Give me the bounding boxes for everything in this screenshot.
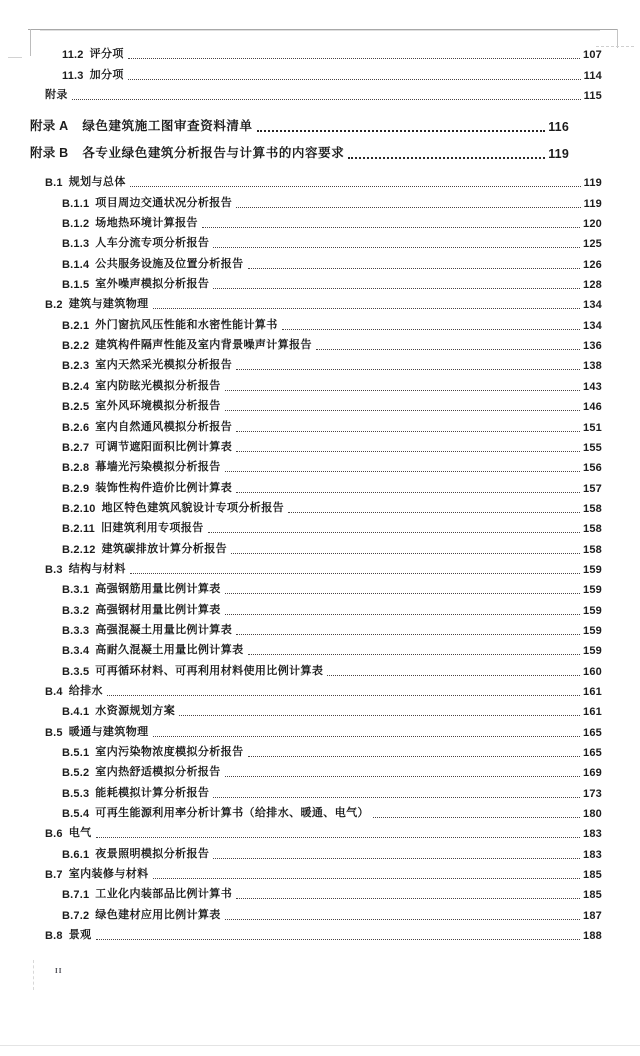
toc-entry-page: 134: [583, 299, 602, 312]
toc-entry-title: 能耗模拟计算分析报告: [95, 786, 210, 799]
scan-top-edge-line: [28, 29, 618, 30]
toc-entry: [30, 759, 602, 779]
dot-leader: [373, 817, 580, 818]
toc-entry-number: B.5.1: [62, 747, 90, 759]
toc-entry-page: 155: [583, 441, 602, 454]
toc-entry: [30, 271, 602, 291]
toc-entry-title: 高强钢材用量比例计算表: [95, 603, 221, 616]
toc-entry-title: 地区特色建筑风貌设计专项分析报告: [101, 501, 285, 514]
toc-entry-page: 183: [583, 848, 602, 861]
scan-bottom-edge-line: [0, 1045, 640, 1046]
dot-leader: [236, 492, 580, 493]
toc-entry-number: B.2.9: [62, 482, 90, 495]
dot-leader: [96, 939, 581, 940]
dot-leader: [257, 130, 546, 132]
toc-entry-title: 可再生能源利用率分析计算书（给排水、暖通、电气）: [95, 807, 369, 820]
toc-entry-title: 给排水: [68, 684, 103, 697]
toc-entry-number: B.1.5: [62, 279, 90, 292]
dot-leader: [282, 329, 580, 330]
toc-entry-page: 126: [583, 258, 602, 271]
toc-entry-title: 室内防眩光模拟分析报告: [95, 379, 221, 392]
toc-entry: [30, 637, 602, 657]
toc-entry-page: 159: [583, 645, 602, 658]
dot-leader: [248, 268, 581, 269]
toc-entry-page: 115: [583, 90, 602, 103]
toc-entry-page: 138: [583, 360, 602, 373]
toc-entry-number: 11.3: [62, 69, 84, 82]
toc-entry-number: B.4: [45, 685, 63, 698]
toc-entry-page: 185: [583, 889, 602, 902]
dot-leader: [236, 369, 580, 370]
dot-leader: [288, 512, 580, 513]
toc-entry-title: 外门窗抗风压性能和水密性能计算书: [95, 318, 278, 331]
toc-entry-number: B.6.1: [62, 848, 90, 861]
dot-leader: [231, 553, 580, 554]
toc-entry-title: 评分项: [89, 48, 124, 61]
dot-leader: [225, 390, 580, 391]
dot-leader: [316, 349, 580, 350]
toc-entry-page: 183: [583, 828, 602, 841]
toc-entry-number: B.2: [45, 299, 63, 312]
toc-entry: [30, 840, 602, 860]
toc-entry-number: B.5: [45, 726, 63, 739]
toc-entry-page: 158: [583, 502, 602, 515]
toc-entry: [30, 861, 602, 881]
dot-leader: [225, 776, 580, 777]
toc-entry-number: B.2.7: [62, 441, 90, 454]
toc-entry: [30, 230, 602, 250]
toc-entry: [30, 901, 602, 921]
dot-leader: [153, 308, 581, 309]
toc-entry-number: B.2.12: [62, 543, 96, 556]
toc-entry: [30, 922, 602, 942]
toc-entry-title: 可再循环材料、可再利用材料使用比例计算表: [95, 664, 324, 677]
toc-entry-page: 169: [583, 767, 602, 780]
toc-entry-title: 附录: [45, 89, 68, 102]
toc-entry-number: B.3: [45, 563, 63, 576]
dot-leader: [213, 858, 580, 859]
toc-entry-number: B.2.4: [62, 380, 90, 393]
toc-entry: [30, 495, 602, 515]
dot-leader: [225, 919, 580, 920]
toc-entry-page: 119: [548, 147, 569, 162]
toc-entry-title: 结构与材料: [68, 562, 126, 575]
toc-entry-number: B.4.1: [62, 706, 90, 719]
dot-leader: [248, 756, 581, 757]
toc-entry-title: 高强混凝土用量比例计算表: [95, 623, 233, 636]
toc-entry-number: 附录 A: [30, 119, 69, 134]
toc-entry-title: 项目周边交通状况分析报告: [95, 196, 233, 209]
toc-entry-title: 旧建筑利用专项报告: [101, 522, 204, 535]
toc-entry: [30, 210, 602, 230]
toc-entry-title: 室内热舒适模拟分析报告: [95, 766, 221, 779]
toc-entry-number: 11.2: [62, 49, 84, 62]
toc-entry-title: 工业化内装部品比例计算书: [95, 888, 233, 901]
toc-entry: [30, 718, 602, 738]
toc-entry: [30, 61, 602, 81]
toc-entry: [30, 698, 602, 718]
dot-leader: [236, 207, 581, 208]
toc-list: [30, 41, 602, 942]
toc-entry-title: 暖通与建筑物理: [68, 725, 149, 738]
toc-entry: [30, 515, 602, 535]
toc-entry-number: B.3.2: [62, 604, 90, 617]
toc-entry-title: 室内天然采光模拟分析报告: [95, 359, 233, 372]
toc-entry-page: 159: [583, 624, 602, 637]
scan-right-corner-tick: [617, 29, 618, 48]
toc-entry-page: 119: [583, 197, 602, 210]
toc-entry-number: B.5.3: [62, 787, 90, 800]
toc-entry-title: 人车分流专项分析报告: [95, 237, 210, 250]
toc-entry-page: 157: [583, 482, 602, 495]
toc-entry-page: 125: [583, 238, 602, 251]
toc-entry-number: B.2.2: [62, 340, 90, 353]
scan-top-edge-shadow: [40, 30, 600, 31]
toc-entry-title: 幕墙光污染模拟分析报告: [95, 461, 221, 474]
toc-entry-title: 场地热环境计算报告: [95, 217, 198, 230]
toc-entry-title: 加分项: [89, 68, 124, 81]
toc-entry-page: 134: [583, 319, 602, 332]
toc-entry-page: 128: [583, 279, 602, 292]
toc-entry-page: 146: [583, 401, 602, 414]
toc-entry-title: 电气: [68, 827, 92, 840]
toc-entry-page: 161: [583, 685, 602, 698]
toc-entry-page: 143: [583, 380, 602, 393]
toc-entry-title: 高强钢筋用量比例计算表: [95, 583, 221, 596]
toc-entry-title: 规划与总体: [68, 176, 126, 189]
toc-entry: [30, 311, 602, 331]
toc-entry-title: 绿色建材应用比例计算表: [95, 908, 221, 921]
toc-entry: [30, 617, 602, 637]
toc-entry: [30, 779, 602, 799]
toc-entry-title: 室外噪声模拟分析报告: [95, 278, 210, 291]
toc-entry: [30, 250, 602, 270]
dot-leader: [153, 878, 581, 879]
dot-leader: [213, 797, 580, 798]
toc-entry-number: B.2.5: [62, 401, 90, 414]
toc-entry-page: 160: [583, 665, 602, 678]
toc-entry-number: B.8: [45, 930, 63, 943]
toc-entry-number: B.1.3: [62, 238, 90, 251]
toc-entry-page: 188: [583, 930, 602, 943]
dot-leader: [236, 898, 580, 899]
dot-leader: [96, 837, 581, 838]
toc-entry: [30, 596, 602, 616]
toc-entry-title: 水资源规划方案: [95, 705, 176, 718]
dot-leader: [225, 593, 580, 594]
toc-entry: [30, 372, 602, 392]
dot-leader: [248, 654, 581, 655]
toc-entry: [30, 393, 602, 413]
toc-entry-title: 各专业绿色建筑分析报告与计算书的内容要求: [82, 146, 345, 161]
toc-entry-page: 136: [583, 340, 602, 353]
dot-leader: [236, 431, 580, 432]
toc-entry-page: 107: [583, 49, 602, 62]
dot-leader: [225, 410, 580, 411]
toc-entry-title: 室内污染物浓度模拟分析报告: [95, 746, 244, 758]
toc-entry: [30, 291, 602, 311]
toc-entry-page: 156: [583, 462, 602, 475]
dot-leader: [213, 247, 580, 248]
toc-entry-number: B.2.11: [62, 523, 96, 536]
dot-leader: [128, 58, 580, 59]
toc-entry-number: B.5.2: [62, 767, 90, 780]
toc-entry: [30, 352, 602, 372]
toc-entry-page: 165: [583, 747, 602, 759]
toc-entry-number: B.7: [45, 869, 63, 882]
dot-leader: [348, 157, 545, 159]
toc-entry-number: B.6: [45, 828, 63, 841]
toc-entry-number: B.3.1: [62, 584, 90, 597]
toc-entry: [30, 134, 602, 161]
toc-entry-title: 绿色建筑施工图审查资料清单: [82, 119, 253, 134]
toc-entry-number: B.2.3: [62, 360, 90, 373]
dot-leader: [130, 186, 581, 187]
toc-entry-page: 159: [583, 604, 602, 617]
toc-entry-page: 173: [583, 787, 602, 800]
toc-entry-number: B.2.8: [62, 462, 90, 475]
page-footer-number: II: [55, 967, 63, 975]
toc-entry-number: B.7.1: [62, 889, 90, 902]
toc-entry-page: 158: [583, 543, 602, 556]
dot-leader: [179, 715, 580, 716]
toc-entry: [30, 41, 602, 61]
toc-entry-page: 187: [583, 909, 602, 922]
toc-entry-title: 室外风环境模拟分析报告: [95, 400, 221, 413]
dot-leader: [225, 471, 580, 472]
dot-leader: [225, 614, 580, 615]
toc-entry-number: B.7.2: [62, 909, 90, 922]
toc-entry-page: 114: [583, 69, 602, 82]
toc-entry-page: 161: [583, 706, 602, 719]
toc-entry-page: 119: [583, 177, 602, 190]
toc-entry-page: 151: [583, 421, 602, 434]
toc-entry: [30, 107, 602, 134]
toc-entry: [30, 413, 602, 433]
dot-leader: [153, 736, 581, 737]
toc-entry-number: B.1.2: [62, 218, 90, 231]
toc-entry-title: 可调节遮阳面积比例计算表: [95, 440, 233, 453]
toc-entry: [30, 678, 602, 698]
toc-entry: [30, 739, 602, 759]
toc-entry-number: B.1.1: [62, 197, 90, 210]
dot-leader: [72, 99, 581, 100]
toc-entry-title: 公共服务设施及位置分析报告: [95, 257, 244, 270]
toc-entry: [30, 454, 602, 474]
dot-leader: [236, 634, 580, 635]
toc-entry-page: 120: [583, 218, 602, 231]
toc-entry-number: B.3.4: [62, 645, 90, 658]
dot-leader: [208, 532, 580, 533]
dot-leader: [128, 79, 581, 80]
toc-entry: [30, 800, 602, 820]
dot-leader: [213, 288, 580, 289]
toc-entry-title: 景观: [68, 929, 92, 942]
toc-entry-title: 建筑与建筑物理: [68, 298, 149, 311]
toc-entry-title: 高耐久混凝土用量比例计算表: [95, 644, 244, 657]
toc-entry-number: B.3.5: [62, 665, 90, 678]
toc-entry: [30, 169, 602, 189]
toc-entry-number: B.1.4: [62, 258, 90, 271]
toc-entry: [30, 474, 602, 494]
dot-leader: [327, 675, 580, 676]
toc-entry: [30, 881, 602, 901]
toc-entry: [30, 535, 602, 555]
toc-entry-page: 159: [583, 563, 602, 576]
toc-entry: [30, 434, 602, 454]
toc-entry: [30, 576, 602, 596]
toc-entry-title: 装饰性构件造价比例计算表: [95, 481, 233, 494]
toc-entry-number: 附录 B: [30, 146, 69, 161]
toc-entry: [30, 189, 602, 209]
toc-entry-number: B.2.6: [62, 421, 90, 434]
toc-entry-title: 室内自然通风模拟分析报告: [95, 420, 233, 433]
toc-entry-page: 165: [583, 726, 602, 739]
toc-entry-title: 建筑构件隔声性能及室内背景噪声计算报告: [95, 339, 312, 352]
toc-entry-title: 建筑碳排放计算分析报告: [101, 542, 228, 555]
toc-entry-number: B.2.1: [62, 319, 90, 332]
toc-entry-number: B.5.4: [62, 808, 90, 821]
toc-entry-title: 夜景照明模拟分析报告: [95, 847, 210, 860]
dot-leader: [130, 573, 580, 574]
toc-entry: [30, 82, 602, 102]
toc-entry: [30, 556, 602, 576]
dot-leader: [107, 695, 580, 696]
toc-entry-page: 159: [583, 584, 602, 597]
toc-entry-page: 116: [548, 120, 569, 135]
dot-leader: [236, 451, 580, 452]
toc-entry-title: 室内装修与材料: [68, 868, 149, 881]
toc-entry-page: 180: [583, 808, 602, 821]
scan-topleft-dash: [8, 57, 22, 58]
toc-entry-number: B.3.3: [62, 624, 90, 637]
dot-leader: [202, 227, 580, 228]
toc-entry-number: B.1: [45, 177, 63, 190]
toc-entry: [30, 332, 602, 352]
scan-bottomleft-dash: [33, 960, 34, 990]
toc-entry-page: 158: [583, 523, 602, 536]
toc-entry: [30, 820, 602, 840]
toc-entry-number: B.2.10: [62, 502, 96, 515]
toc-entry: [30, 657, 602, 677]
toc-entry-page: 185: [583, 869, 602, 882]
